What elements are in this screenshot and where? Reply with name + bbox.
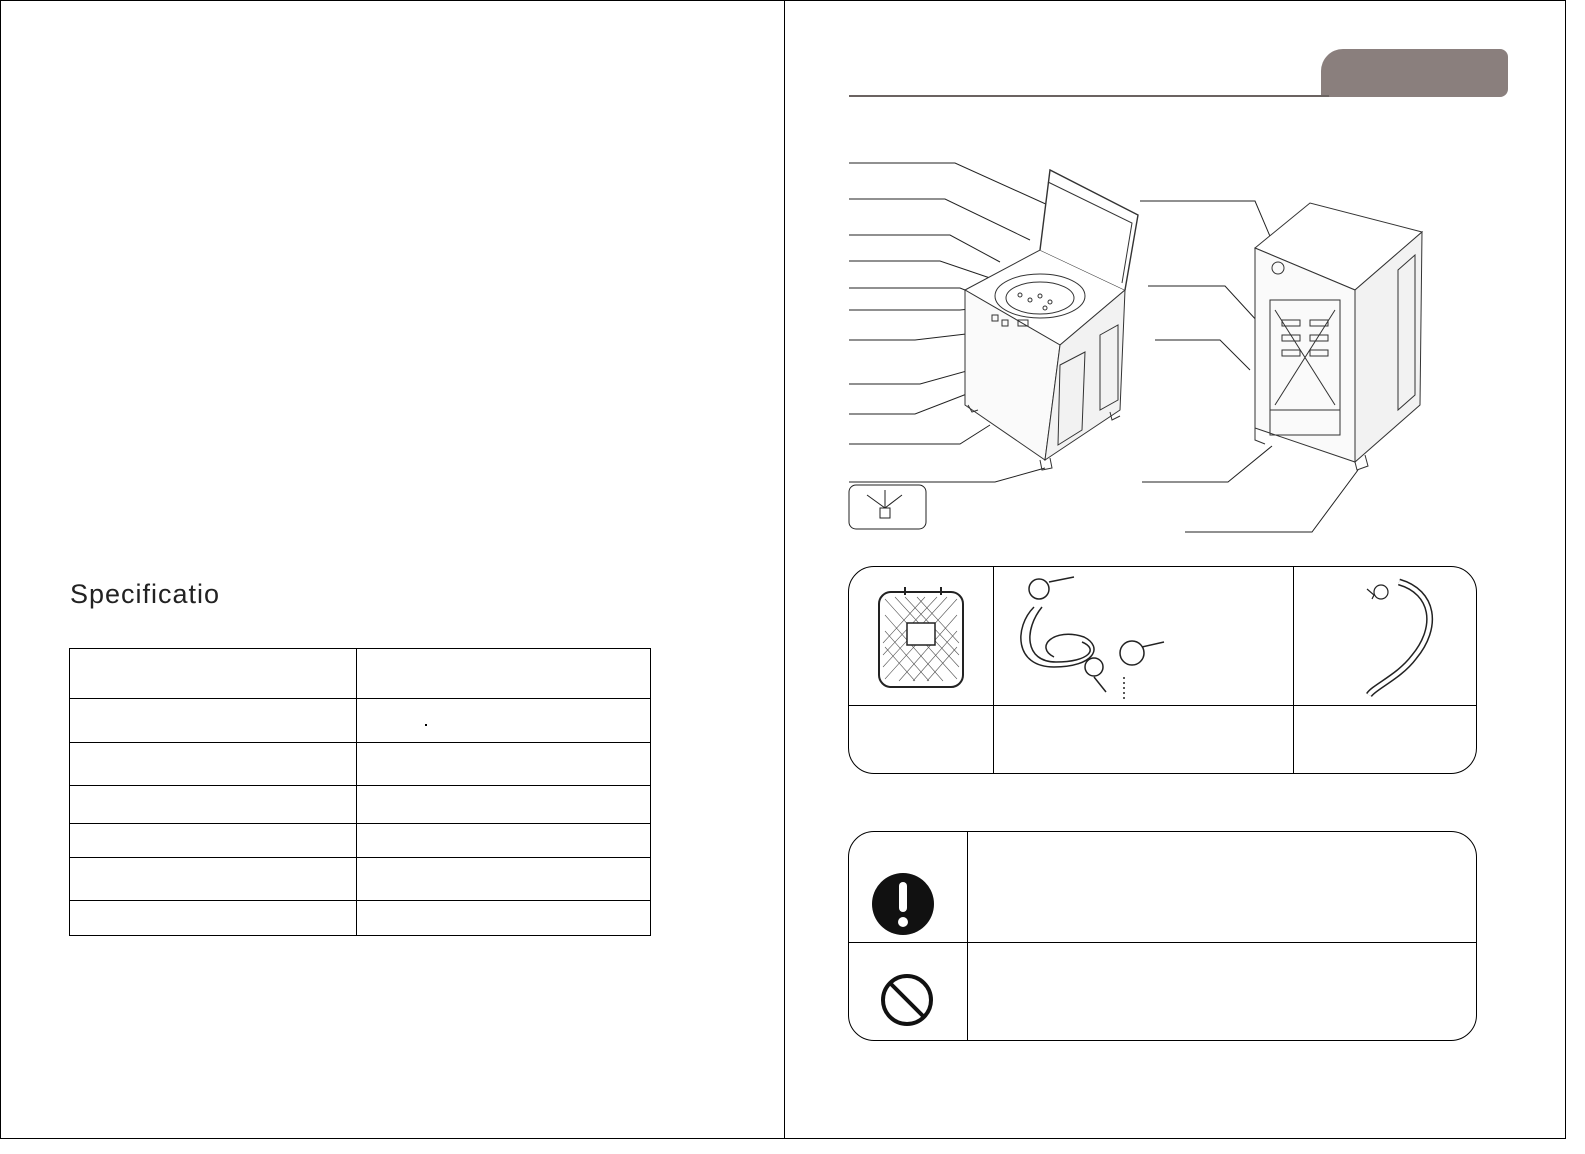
accessory-drain-hose xyxy=(1294,567,1477,705)
spec-value xyxy=(357,649,651,699)
divider xyxy=(849,942,1476,943)
table-row xyxy=(70,743,651,786)
spec-label xyxy=(70,824,357,858)
spec-value xyxy=(357,858,651,901)
warnings-panel xyxy=(848,831,1477,1041)
spec-label xyxy=(70,901,357,936)
accessory-pedestal-cover xyxy=(849,567,993,705)
specification-table xyxy=(69,648,651,936)
spec-value xyxy=(357,786,651,824)
accessory-label xyxy=(1300,707,1472,773)
front-washer-illustration xyxy=(965,170,1138,470)
table-row xyxy=(70,824,651,858)
decimal-dot xyxy=(425,724,427,726)
header-rule xyxy=(849,95,1329,97)
inlet-hose-icon xyxy=(994,567,1293,705)
table-row xyxy=(70,858,651,901)
spec-label xyxy=(70,858,357,901)
specification-title: Specificatio xyxy=(70,579,221,609)
divider xyxy=(967,832,968,1040)
warning-text xyxy=(981,842,1462,932)
divider xyxy=(849,705,1476,706)
accessory-label xyxy=(1000,707,1288,773)
table-row xyxy=(70,699,651,743)
adjustable-foot-inset xyxy=(849,485,926,529)
exclamation-icon xyxy=(871,870,939,938)
page-spine xyxy=(784,0,785,1139)
spec-value xyxy=(357,699,651,743)
spec-label xyxy=(70,699,357,743)
spec-value xyxy=(357,901,651,936)
table-row xyxy=(70,649,651,699)
table-row xyxy=(70,901,651,936)
spec-value xyxy=(357,743,651,786)
spec-label xyxy=(70,786,357,824)
warning-text xyxy=(981,952,1462,1032)
drain-hose-icon xyxy=(1294,567,1477,705)
accessories-panel xyxy=(848,566,1477,774)
accessory-label xyxy=(855,707,987,773)
section-tab xyxy=(1321,49,1508,97)
spec-value xyxy=(357,824,651,858)
spec-label xyxy=(70,743,357,786)
prohibition-icon xyxy=(879,970,939,1030)
pedestal-cover-icon xyxy=(849,567,993,705)
accessory-inlet-hose xyxy=(994,567,1293,705)
parts-diagram xyxy=(830,150,1530,550)
table-row xyxy=(70,786,651,824)
spec-label xyxy=(70,649,357,699)
back-washer-illustration xyxy=(1255,203,1422,470)
